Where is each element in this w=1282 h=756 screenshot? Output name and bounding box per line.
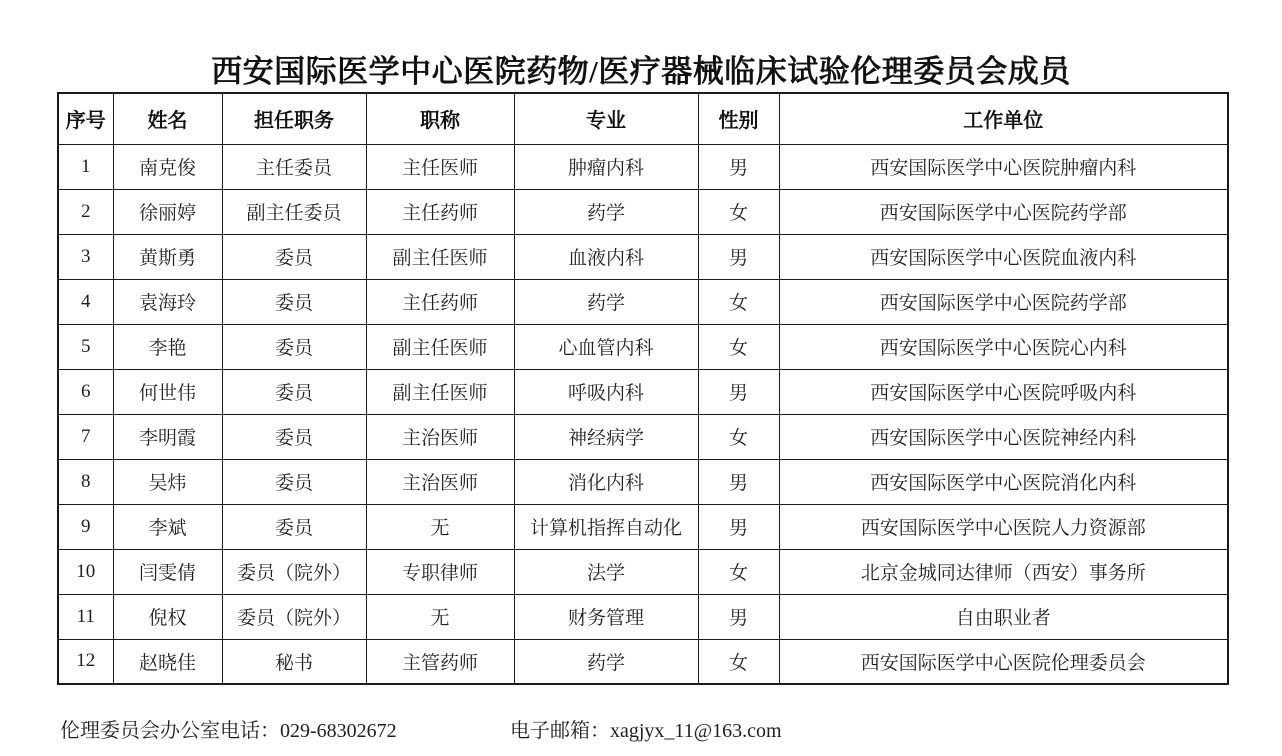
office-email — [510, 714, 782, 743]
cell-role: 委员（院外） — [222, 594, 366, 639]
cell-work-unit: 西安国际医学中心医院呼吸内科 — [779, 369, 1228, 414]
cell-specialty: 药学 — [514, 639, 698, 684]
cell-role: 委员（院外） — [222, 549, 366, 594]
table-header — [58, 93, 1228, 144]
cell-work-unit: 西安国际医学中心医院伦理委员会 — [779, 639, 1228, 684]
office-phone — [60, 714, 397, 743]
column-header-gender: 性别 — [698, 93, 779, 144]
cell-name: 李明霞 — [113, 414, 222, 459]
header-row — [58, 93, 1228, 144]
column-header-professional-title: 职称 — [366, 93, 514, 144]
cell-role: 委员 — [222, 459, 366, 504]
cell-work-unit: 西安国际医学中心医院消化内科 — [779, 459, 1228, 504]
table-row — [58, 369, 1228, 414]
table-row — [58, 144, 1228, 189]
cell-specialty: 心血管内科 — [514, 324, 698, 369]
cell-name: 黄斯勇 — [113, 234, 222, 279]
table-row — [58, 234, 1228, 279]
table-row — [58, 504, 1228, 549]
cell-name: 何世伟 — [113, 369, 222, 414]
cell-role: 主任委员 — [222, 144, 366, 189]
cell-gender: 男 — [698, 234, 779, 279]
cell-index: 3 — [58, 234, 113, 279]
cell-index: 10 — [58, 549, 113, 594]
cell-professional-title: 无 — [366, 504, 514, 549]
cell-role: 委员 — [222, 369, 366, 414]
cell-professional-title: 主治医师 — [366, 414, 514, 459]
members-table — [57, 92, 1229, 685]
column-header-name: 姓名 — [113, 93, 222, 144]
cell-name: 李斌 — [113, 504, 222, 549]
cell-specialty: 法学 — [514, 549, 698, 594]
table-row — [58, 189, 1228, 234]
cell-name: 赵晓佳 — [113, 639, 222, 684]
cell-work-unit: 北京金城同达律师（西安）事务所 — [779, 549, 1228, 594]
cell-specialty: 药学 — [514, 279, 698, 324]
table-row — [58, 459, 1228, 504]
cell-professional-title: 无 — [366, 594, 514, 639]
column-header-specialty: 专业 — [514, 93, 698, 144]
cell-name: 袁海玲 — [113, 279, 222, 324]
cell-name: 闫雯倩 — [113, 549, 222, 594]
cell-role: 委员 — [222, 504, 366, 549]
cell-gender: 男 — [698, 144, 779, 189]
cell-professional-title: 副主任医师 — [366, 369, 514, 414]
table-row — [58, 324, 1228, 369]
cell-role: 副主任委员 — [222, 189, 366, 234]
cell-role: 委员 — [222, 414, 366, 459]
office-email-address: xagjyx_11@163.com — [610, 720, 782, 742]
cell-professional-title: 专职律师 — [366, 549, 514, 594]
cell-work-unit: 西安国际医学中心医院心内科 — [779, 324, 1228, 369]
table-body — [58, 144, 1228, 684]
cell-specialty: 财务管理 — [514, 594, 698, 639]
office-email-label: 电子邮箱： — [510, 720, 610, 742]
cell-specialty: 肿瘤内科 — [514, 144, 698, 189]
cell-specialty: 药学 — [514, 189, 698, 234]
table-row — [58, 279, 1228, 324]
cell-name: 李艳 — [113, 324, 222, 369]
cell-gender: 男 — [698, 504, 779, 549]
cell-role: 委员 — [222, 279, 366, 324]
cell-index: 7 — [58, 414, 113, 459]
cell-gender: 女 — [698, 324, 779, 369]
cell-index: 6 — [58, 369, 113, 414]
cell-index: 8 — [58, 459, 113, 504]
cell-gender: 女 — [698, 414, 779, 459]
cell-index: 5 — [58, 324, 113, 369]
cell-work-unit: 自由职业者 — [779, 594, 1228, 639]
cell-gender: 女 — [698, 189, 779, 234]
cell-gender: 男 — [698, 459, 779, 504]
cell-work-unit: 西安国际医学中心医院药学部 — [779, 189, 1228, 234]
cell-professional-title: 主任医师 — [366, 144, 514, 189]
cell-work-unit: 西安国际医学中心医院神经内科 — [779, 414, 1228, 459]
cell-work-unit: 西安国际医学中心医院肿瘤内科 — [779, 144, 1228, 189]
cell-gender: 女 — [698, 279, 779, 324]
cell-work-unit: 西安国际医学中心医院人力资源部 — [779, 504, 1228, 549]
cell-index: 12 — [58, 639, 113, 684]
document-title: 西安国际医学中心医院药物/医疗器械临床试验伦理委员会成员 — [211, 54, 1071, 89]
table-row — [58, 594, 1228, 639]
cell-specialty: 神经病学 — [514, 414, 698, 459]
cell-work-unit: 西安国际医学中心医院药学部 — [779, 279, 1228, 324]
cell-gender: 女 — [698, 549, 779, 594]
table-row — [58, 549, 1228, 594]
cell-index: 2 — [58, 189, 113, 234]
cell-name: 吴炜 — [113, 459, 222, 504]
cell-gender: 男 — [698, 594, 779, 639]
cell-professional-title: 主管药师 — [366, 639, 514, 684]
table-row — [58, 639, 1228, 684]
cell-role: 委员 — [222, 324, 366, 369]
cell-name: 徐丽婷 — [113, 189, 222, 234]
cell-gender: 女 — [698, 639, 779, 684]
cell-name: 倪权 — [113, 594, 222, 639]
cell-work-unit: 西安国际医学中心医院血液内科 — [779, 234, 1228, 279]
cell-name: 南克俊 — [113, 144, 222, 189]
cell-professional-title: 副主任医师 — [366, 324, 514, 369]
cell-role: 秘书 — [222, 639, 366, 684]
office-phone-label: 伦理委员会办公室电话： — [60, 720, 280, 742]
cell-index: 11 — [58, 594, 113, 639]
cell-specialty: 呼吸内科 — [514, 369, 698, 414]
column-header-role: 担任职务 — [222, 93, 366, 144]
cell-specialty: 消化内科 — [514, 459, 698, 504]
cell-professional-title: 主任药师 — [366, 279, 514, 324]
cell-index: 4 — [58, 279, 113, 324]
office-phone-number: 029-68302672 — [280, 720, 397, 742]
cell-specialty: 血液内科 — [514, 234, 698, 279]
cell-index: 9 — [58, 504, 113, 549]
cell-gender: 男 — [698, 369, 779, 414]
cell-index: 1 — [58, 144, 113, 189]
cell-specialty: 计算机指挥自动化 — [514, 504, 698, 549]
cell-role: 委员 — [222, 234, 366, 279]
cell-professional-title: 主任药师 — [366, 189, 514, 234]
cell-professional-title: 主治医师 — [366, 459, 514, 504]
table-row — [58, 414, 1228, 459]
column-header-index: 序号 — [58, 93, 113, 144]
column-header-work-unit: 工作单位 — [779, 93, 1228, 144]
cell-professional-title: 副主任医师 — [366, 234, 514, 279]
